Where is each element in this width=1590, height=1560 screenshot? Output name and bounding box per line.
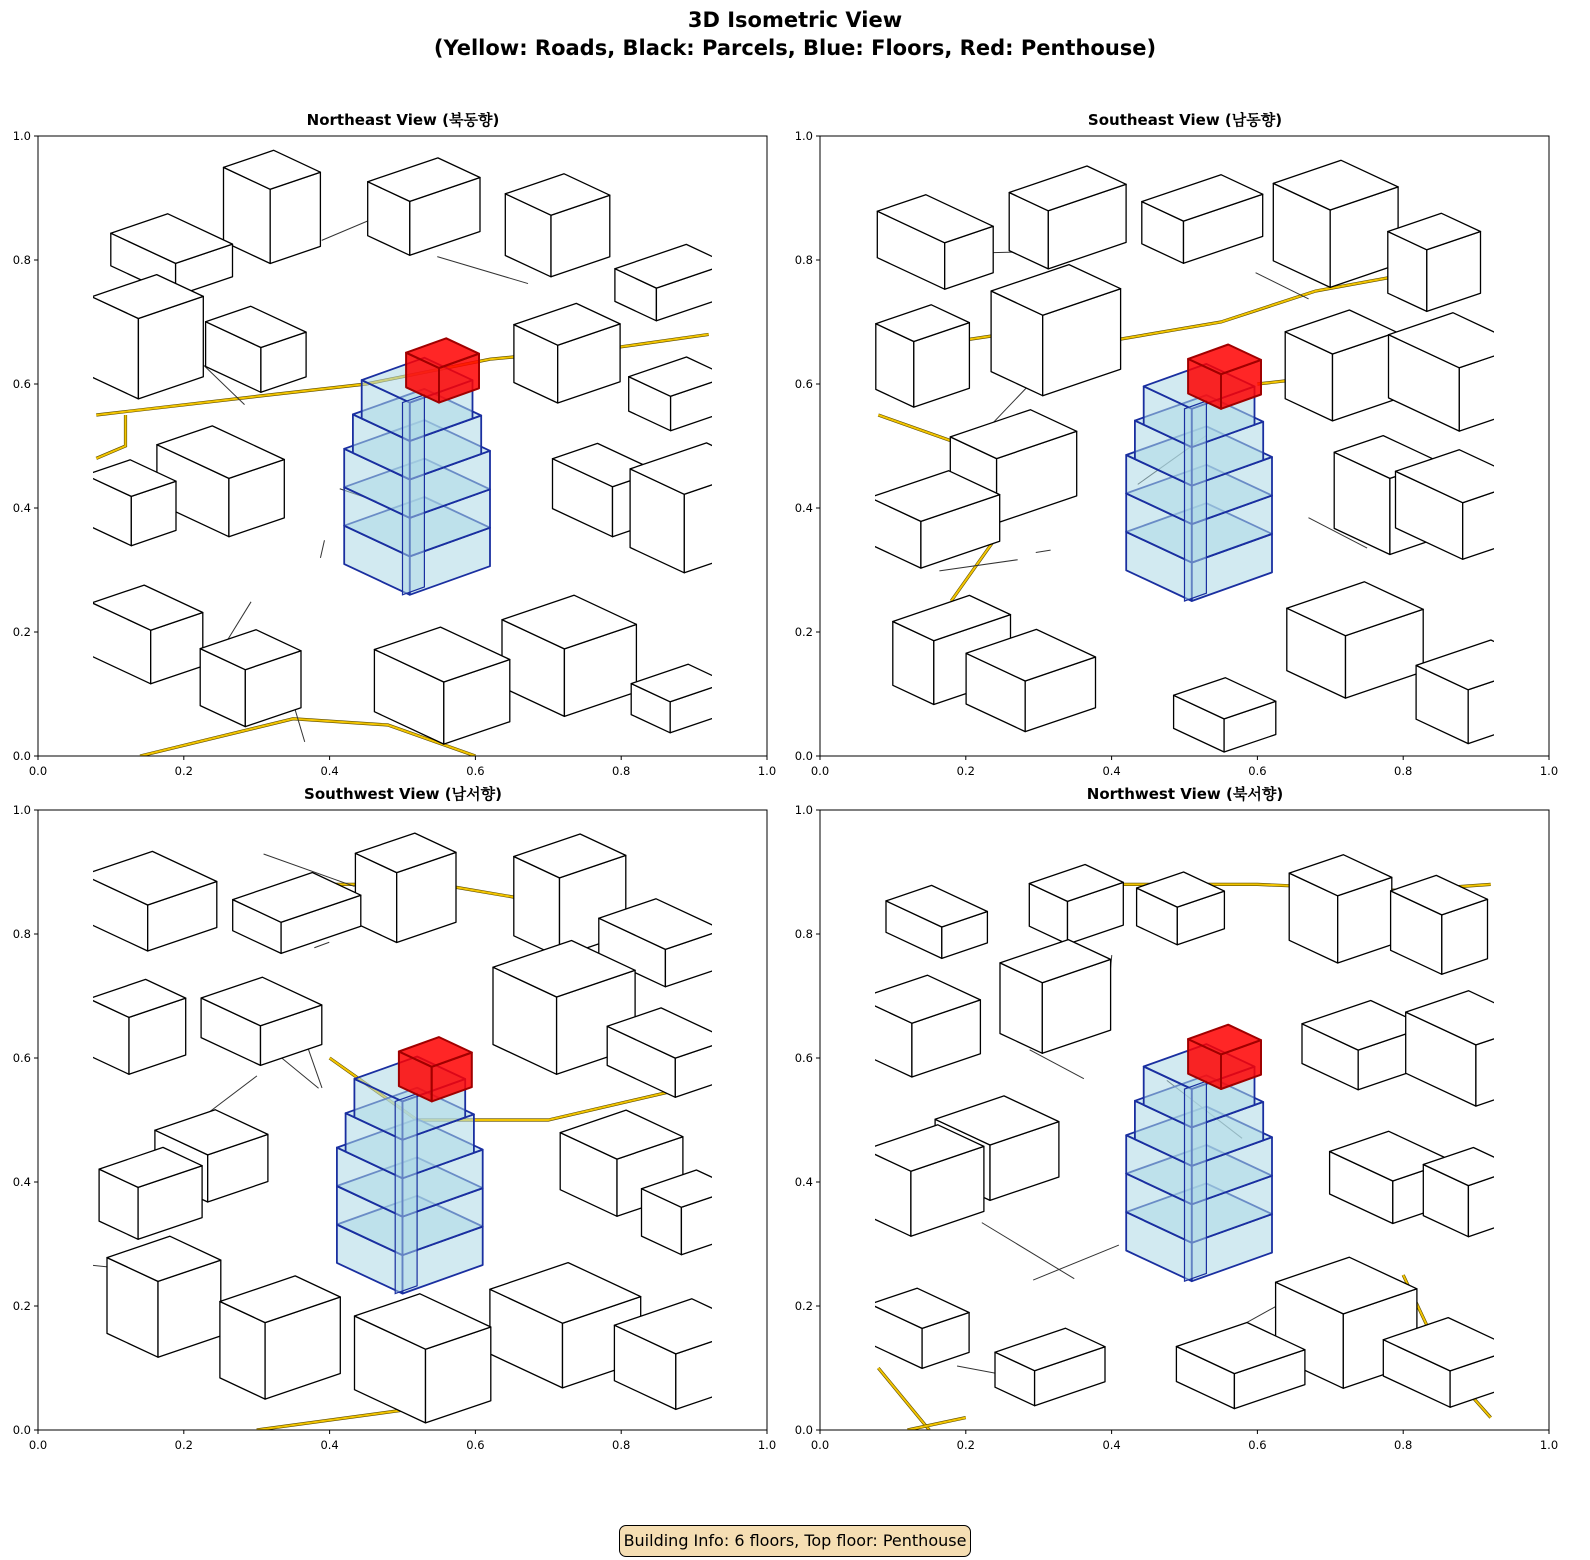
penthouse [1188,345,1261,409]
parcel-block-4 [877,195,993,290]
y-tick-label: 0.6 [12,377,31,391]
x-tick-label: 0.2 [174,764,193,778]
panel-title: Southwest View (남서향) [304,785,502,803]
x-tick-label: 0.8 [1394,1438,1413,1452]
y-tick-label: 1.0 [12,129,31,143]
road-1 [878,1368,929,1430]
panel-northwest [782,784,1562,1484]
southwest-view-plot [0,784,780,1464]
x-tick-label: 1.0 [757,1438,777,1452]
parcel-boundary [1256,273,1309,299]
parcel-boundary [437,257,528,284]
parcel-block-2 [224,150,321,263]
y-tick-label: 0.0 [12,749,31,763]
x-tick-label: 0.4 [1102,764,1121,778]
panel-northeast [0,110,780,810]
y-tick-label: 1.0 [12,803,31,817]
y-tick-label: 0.4 [794,501,813,515]
y-tick-label: 0.6 [794,377,813,391]
parcel-block-2 [1009,166,1126,269]
parcel-block-16 [220,1276,340,1399]
panel-title: Northwest View (북서향) [1086,785,1284,803]
parcel-block-8 [514,303,620,403]
x-tick-label: 0.8 [1394,764,1413,778]
parcel-block-14 [1287,582,1423,698]
target-building [1126,1025,1272,1282]
parcel-block-1 [355,833,456,942]
y-tick-label: 0.6 [12,1051,31,1065]
parcel-block-5 [1388,213,1481,311]
parcel-boundary [1033,1245,1119,1280]
parcel-block-12 [865,1125,984,1236]
parcel-block-6 [1000,940,1111,1054]
scene [83,833,753,1430]
target-building [337,1037,483,1294]
panel-southeast [782,110,1562,810]
y-tick-label: 0.4 [794,1175,813,1189]
road-3 [96,415,125,458]
parcel-block-6 [206,306,307,392]
x-tick-label: 0.0 [810,1438,830,1452]
x-tick-label: 0.0 [28,764,48,778]
parcel-block-13 [870,471,1000,568]
road-line [96,415,125,458]
parcel-block-1 [1142,175,1263,264]
parcel-block-14 [870,1288,969,1368]
parcel-block-17 [1416,640,1543,744]
northwest-view-plot [782,784,1562,1464]
parcel-block-7 [92,275,204,399]
y-tick-label: 0.0 [794,1423,813,1437]
parcel-block-7 [876,305,970,407]
parcel-boundary [982,1223,1074,1279]
parcel-block-13 [1423,1148,1518,1237]
penthouse [1188,1025,1261,1089]
parcel-block-2 [83,851,217,951]
parcel-boundary [314,942,329,948]
parcel-block-3 [505,174,610,277]
figure-title [0,6,1590,62]
y-tick-label: 1.0 [794,803,813,817]
stair-core [1185,1081,1207,1281]
x-tick-label: 1.0 [1539,764,1559,778]
x-tick-label: 0.6 [466,1438,485,1452]
parcel-block-6 [991,265,1121,396]
y-tick-label: 0.4 [12,501,31,515]
parcel-block-7 [89,979,186,1074]
parcel-block-9 [1406,991,1539,1106]
y-tick-label: 0.4 [12,1175,31,1189]
parcel-block-16 [200,630,301,727]
x-tick-label: 1.0 [757,764,777,778]
figure-title-line1: 3D Isometric View [687,8,903,32]
x-tick-label: 0.6 [466,764,485,778]
x-tick-label: 0.2 [956,764,975,778]
parcel-boundary [320,540,324,558]
y-tick-label: 0.6 [794,1051,813,1065]
y-tick-label: 0.8 [794,253,813,267]
x-tick-label: 0.6 [1248,1438,1267,1452]
parcel-block-9 [1389,313,1524,431]
road-line [878,1368,929,1430]
y-tick-label: 0.2 [12,1299,31,1313]
x-tick-label: 0.6 [1248,764,1267,778]
parcel-block-3 [1273,160,1398,287]
scene [85,150,760,756]
parcel-block-8 [1285,310,1397,421]
y-tick-label: 0.8 [12,253,31,267]
southeast-view-plot [782,110,1562,790]
figure-title-line2: (Yellow: Roads, Black: Parcels, Blue: Floors, Red: Penthouse) [433,36,1157,60]
x-tick-label: 0.8 [612,1438,631,1452]
parcel-boundary [1036,550,1051,552]
x-tick-label: 1.0 [1539,1438,1559,1452]
parcel-block-7 [859,975,981,1077]
parcel-block-9 [629,357,729,431]
scene [859,855,1539,1430]
y-tick-label: 0.2 [794,1299,813,1313]
x-tick-label: 0.2 [174,1438,193,1452]
building-info-box: Building Info: 6 floors, Top floor: Penthouse [619,1525,971,1557]
parcel-block-1 [368,158,480,255]
northeast-view-plot [0,110,780,790]
y-tick-label: 0.8 [12,927,31,941]
parcel-block-4 [1289,855,1392,963]
x-tick-label: 0.4 [320,1438,339,1452]
scene [870,160,1543,752]
parcel-block-5 [1391,875,1488,974]
y-tick-label: 0.2 [794,625,813,639]
y-tick-label: 1.0 [794,129,813,143]
y-tick-label: 0.2 [12,625,31,639]
parcel-block-18 [1174,678,1276,752]
penthouse [399,1037,472,1101]
x-tick-label: 0.0 [810,764,830,778]
x-tick-label: 0.8 [612,764,631,778]
y-tick-label: 0.0 [12,1423,31,1437]
parcel-boundary [1030,1050,1084,1079]
parcel-block-15 [502,595,636,716]
penthouse [406,338,479,402]
panel-title: Southeast View (남동향) [1087,111,1283,129]
parcel-block-9 [607,1008,729,1097]
stair-core [395,1094,417,1294]
parcel-block-12 [99,1147,202,1239]
stair-core [1185,401,1207,601]
y-tick-label: 0.8 [794,927,813,941]
parcel-block-17 [631,664,727,733]
road-line [908,1418,966,1430]
parcel-block-16 [995,1328,1105,1406]
parcel-block-3 [886,885,987,958]
road-2 [908,1418,966,1430]
stair-core [403,395,425,595]
panel-title: Northeast View (북동향) [306,111,500,129]
parcel-block-13 [630,443,761,573]
target-building [344,338,490,595]
target-building [1126,345,1272,602]
parcel-block-14 [107,1236,221,1357]
x-tick-label: 0.2 [956,1438,975,1452]
x-tick-label: 0.4 [1102,1438,1121,1452]
y-tick-label: 0.0 [794,749,813,763]
parcel-block-1 [1029,865,1123,945]
parcel-block-18 [355,1294,491,1423]
x-tick-label: 0.0 [28,1438,48,1452]
panel-southwest [0,784,780,1484]
parcel-block-5 [615,244,728,320]
x-tick-label: 0.4 [320,764,339,778]
parcel-block-14 [92,585,203,684]
parcel-block-6 [201,977,322,1065]
